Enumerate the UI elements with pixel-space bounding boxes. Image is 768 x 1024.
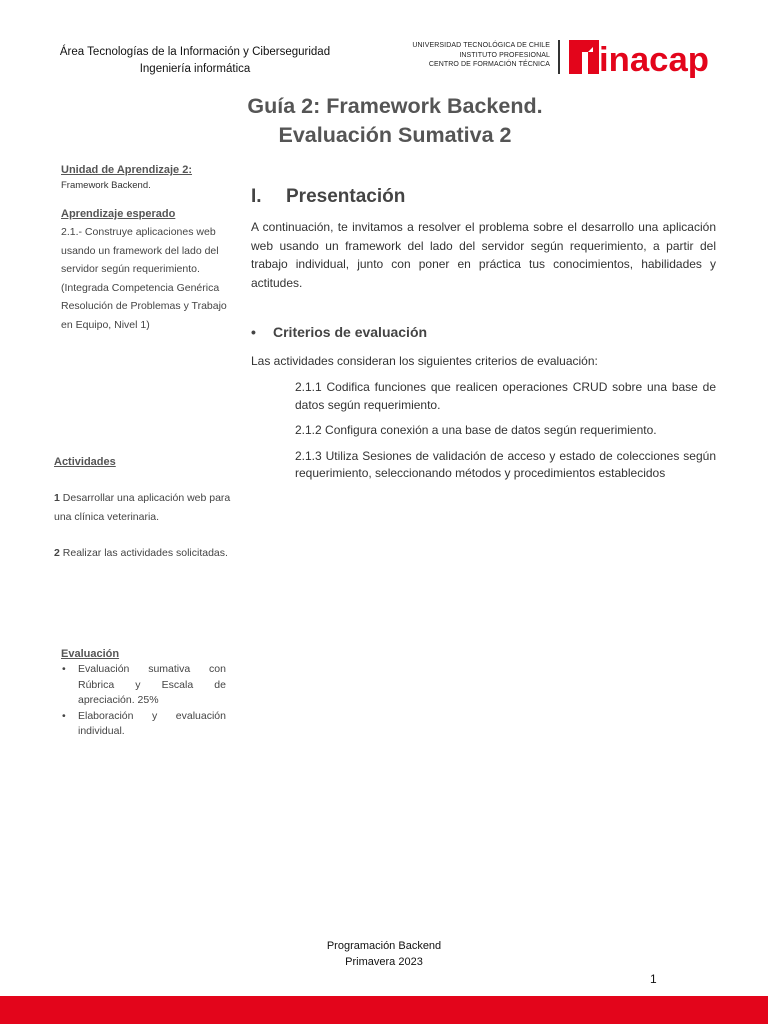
activity-text: Desarrollar una aplicación web para una clínica veterinaria.	[54, 492, 231, 523]
activities-heading: Actividades	[54, 456, 116, 468]
learning-body: 2.1.- Construye aplicaciones web usando un framework del lado del servidor según requerimiento. (Integrada Competencia Genérica Resolución de Problemas y Trabajo en Equipo, Nivel 1)	[61, 226, 227, 331]
evaluation-list	[61, 662, 226, 740]
title-line-1: Guía 2: Framework Backend.	[247, 94, 543, 118]
footer-red-bar	[0, 996, 768, 1024]
institution-line-1: UNIVERSIDAD TECNOLÓGICA DE CHILE	[412, 42, 550, 49]
unit-value: Framework Backend.	[61, 180, 151, 191]
criteria-item: 2.1.2 Configura conexión a una base de datos según requerimiento.	[295, 423, 657, 437]
header-area-info	[40, 44, 350, 78]
evaluation-block	[61, 647, 226, 740]
unit-block	[61, 161, 241, 192]
logo-i-stem	[582, 52, 588, 74]
evaluation-item: • Elaboración y evaluación individual.	[61, 709, 226, 740]
page-number: 1	[650, 972, 657, 986]
criteria-heading-text: Criterios de evaluación	[273, 324, 428, 340]
header-area-line: Área Tecnologías de la Información y Ciberseguridad	[59, 46, 331, 58]
activity-number: 1	[54, 492, 60, 504]
activity-text: Realizar las actividades solicitadas.	[62, 547, 228, 559]
activity-number: 2	[54, 547, 60, 559]
section-title: Presentación	[286, 186, 406, 207]
document-title	[150, 92, 640, 150]
activity-item	[54, 544, 234, 563]
inacap-logo	[569, 38, 711, 80]
criteria-heading	[251, 324, 427, 340]
logo-wordmark: inacap	[599, 41, 709, 79]
footer-course: Programación Backend	[326, 940, 442, 952]
criteria-intro: Las actividades consideran los siguientes criterios de evaluación:	[251, 354, 598, 368]
presentation-text: A continuación, te invitamos a resolver el problema sobre el desarrollo una aplicación web usando un framework del lado del servidor según requerimiento, a partir del trabajo individual, junto con poner en práctica tus conocimientos, habilidades y actitudes.	[251, 220, 716, 290]
header-program-line: Ingeniería informática	[139, 63, 251, 75]
criteria-item: 2.1.1 Codifica funciones que realicen operaciones CRUD sobre una base de datos según requerimiento.	[295, 380, 716, 412]
bullet-icon: •	[251, 324, 256, 340]
activity-item	[54, 489, 234, 526]
learning-heading: Aprendizaje esperado	[61, 208, 176, 220]
institution-line-2: INSTITUTO PROFESIONAL	[459, 51, 550, 59]
learning-block	[61, 205, 236, 334]
header-divider	[558, 40, 560, 74]
institution-line-3: CENTRO DE FORMACIÓN TÉCNICA	[428, 61, 550, 68]
title-line-2: Evaluación Sumativa 2	[278, 123, 512, 147]
unit-heading: Unidad de Aprendizaje 2:	[61, 164, 193, 176]
section-heading	[251, 186, 405, 208]
section-number: I.	[251, 186, 262, 207]
criteria-item: 2.1.3 Utiliza Sesiones de validación de acceso y estado de colecciones según requerimiento, seleccionando métodos y procedimientos establecidos	[295, 448, 716, 480]
footer-term: Primavera 2023	[345, 956, 423, 968]
footer-text	[284, 938, 484, 970]
evaluation-item: • Evaluación sumativa con Rúbrica y Escala de apreciación. 25%	[61, 662, 226, 709]
criteria-list	[295, 379, 716, 491]
evaluation-heading: Evaluación	[61, 648, 120, 660]
header-institution-info	[380, 41, 550, 70]
activities-block	[54, 453, 234, 563]
